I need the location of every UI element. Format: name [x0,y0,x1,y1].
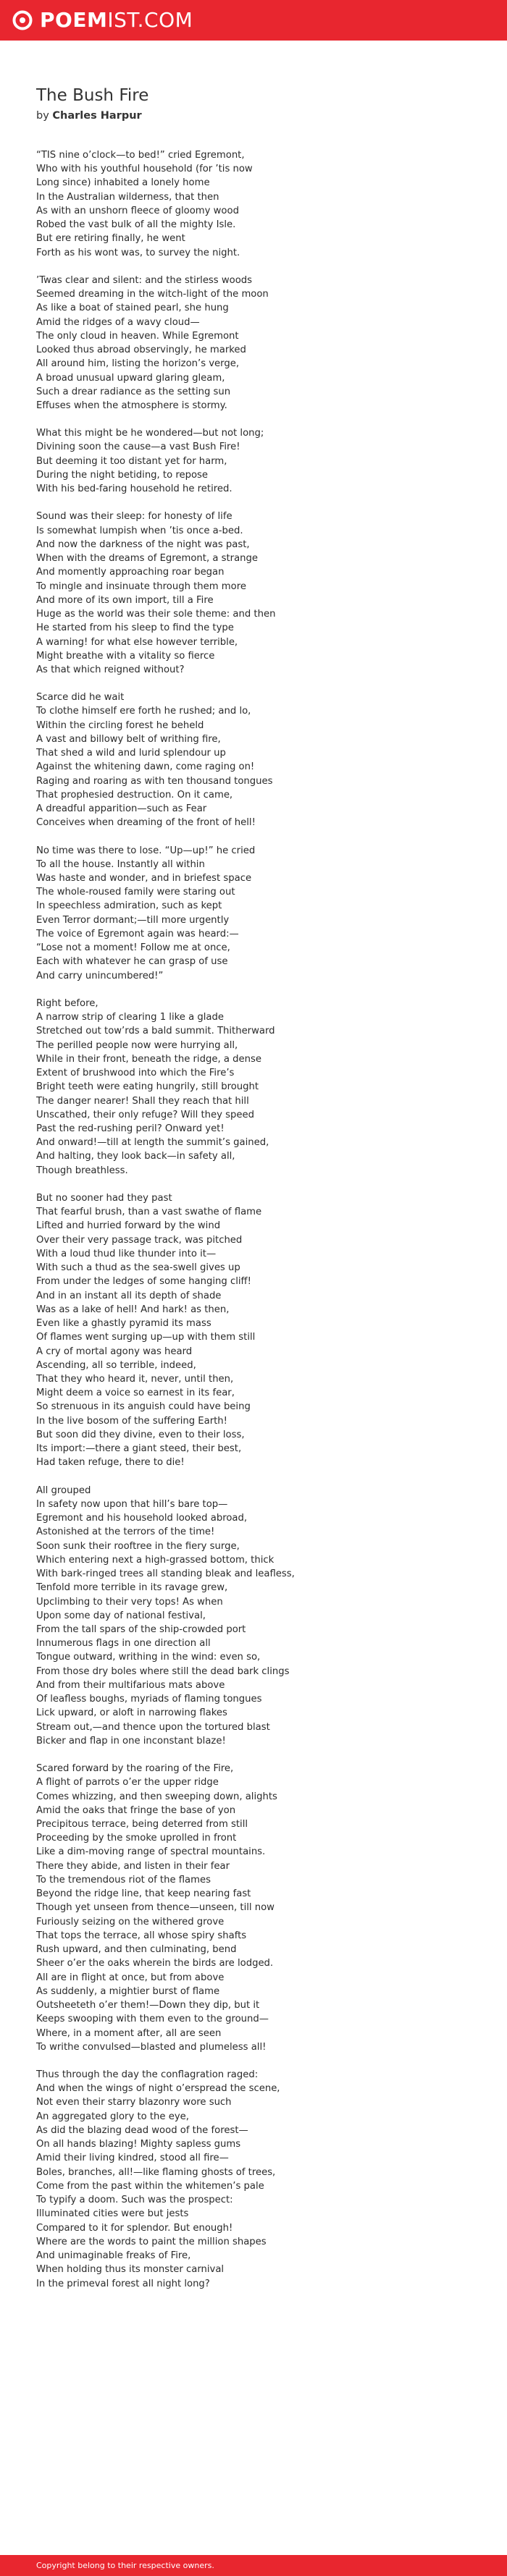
poem-line: An aggregated glory to the eye, [36,2111,189,2122]
poem-line: A cry of mortal agony was heard [36,1346,193,1357]
poem-line: Robed the vast bulk of all the mighty Isle. [36,219,236,231]
poem-line: The only cloud in heaven. While Egremont [36,330,239,342]
poem-line: That fearful brush, than a vast swathe of flame [36,1207,262,1218]
poem-line: Egremont and his household looked abroad, [36,1513,248,1524]
poem-line: With his bed-faring household he retired. [36,483,232,495]
poem-line: He started from his sleep to find the type [36,622,234,634]
poem-line: Lick upward, or aloft in narrowing flakes [36,1707,227,1719]
poem-line: Tongue outward, writhing in the wind: even so, [36,1652,261,1663]
poem-line: Might breathe with a vitality so fierce [36,650,215,662]
poem-line: Past the red-rushing peril? Onward yet! [36,1123,225,1134]
poem-line: Might deem a voice so earnest in its fear, [36,1388,235,1399]
poem-line: Which entering next a high-grassed bottom, thick [36,1554,275,1566]
poem-line: With such a thud as the sea-swell gives up [36,1262,240,1274]
poem-line: Stream out,—and thence upon the tortured blast [36,1721,270,1733]
poem-line: To mingle and insinuate through them more [36,580,246,592]
poem-line: Proceeding by the smoke uprolled in front [36,1833,237,1844]
poem-line: In speechless admiration, such as kept [36,900,222,912]
poem-line: Within the circling forest he beheld [36,719,204,731]
poem-line: A narrow strip of clearing 1 like a glade [36,1012,224,1023]
poem-line: While in their front, beneath the ridge, a dense [36,1053,261,1065]
poem-line: Sheer o’er the oaks wherein the birds are lodged. [36,1958,274,1969]
poem-line: Boles, branches, all!—like flaming ghosts of trees, [36,2166,276,2178]
poem-stanza [36,1762,485,2054]
author-link[interactable]: Charles Harpur [52,110,142,122]
poem-line: What this might be he wondered—but not long; [36,428,264,439]
poem-line: And now the darkness of the night was past, [36,539,250,550]
poem-line: The danger nearer! Shall they reach that hill [36,1095,249,1107]
poem-line: Was haste and wonder, and in briefest space [36,873,252,884]
poem-line: Tenfold more terrible in its ravage grew, [36,1582,228,1594]
poem-line: And from their multifarious mats above [36,1679,225,1691]
poem-line: As like a boat of stained pearl, she hung [36,303,229,314]
poem-line: With a loud thud like thunder into it— [36,1248,217,1259]
poem-line: And in an instant all its depth of shade [36,1290,222,1301]
poem-title: The Bush Fire [36,86,149,105]
poem-line: Of flames went surging up—up with them still [36,1332,256,1343]
poem-line: All are in flight at once, but from above [36,1972,225,1983]
site-logo-text [40,8,193,33]
poem-line: There they abide, and listen in their fear [36,1860,230,1872]
poem-line: Rush upward, and then culminating, bend [36,1944,237,1956]
poem-stanza [36,148,485,260]
poem-line: That shed a wild and lurid splendour up [36,748,226,759]
poem-line: A dreadful apparition—such as Fear [36,803,207,815]
poem-line: Unscathed, their only refuge? Will they speed [36,1109,254,1120]
poem-line: All grouped [36,1485,91,1496]
poem-line: But ere retiring finally, he went [36,233,185,245]
poem-line: Scarce did he wait [36,692,125,704]
top-bar [0,0,507,41]
poem-line: Its import:—there a giant steed, their best, [36,1443,242,1455]
poem-line: Seemed dreaming in the witch-light of the moon [36,289,269,300]
poem-line: The perilled people now were hurrying all, [36,1039,238,1051]
poem-stanza [36,426,485,496]
poem-line: Sound was their sleep: for honesty of life [36,511,232,523]
poem-line: Lifted and hurried forward by the wind [36,1220,221,1232]
poem-line: Where are the words to paint the million shapes [36,2236,267,2247]
poem-stanza [36,844,485,983]
poem-stanza [36,510,485,677]
poem-line: Even Terror dormant;—till more urgently [36,914,230,926]
poem-content [36,85,485,2305]
poem-line: Not even their starry blazonry wore such [36,2097,232,2108]
poem-line: Soon sunk their rooftree in the fiery surge, [36,1540,240,1552]
poem-line: Long since) inhabited a lonely home [36,177,210,189]
poem-line: To the tremendous riot of the flames [36,1874,211,1885]
poem-line: Effuses when the atmosphere is stormy. [36,400,227,411]
poem-line: “Lose not a moment! Follow me at once, [36,942,230,954]
poem-line: Bicker and flap in one inconstant blaze! [36,1735,226,1747]
poem-line: That tops the terrace, all whose spiry shafts [36,1930,247,1941]
poem-line: Raging and roaring as with ten thousand tongues [36,775,273,787]
poem-line: From those dry boles where still the dead bark clings [36,1665,290,1677]
poem-line: Keeps swooping with them even to the ground— [36,2014,269,2025]
poem-line: Beyond the ridge line, that keep nearing fast [36,1888,251,1900]
byline-label: by [36,110,49,122]
poem-line: Amid the ridges of a wavy cloud— [36,316,200,328]
poem-line: But soon did they divine, even to their loss, [36,1429,245,1440]
poem-line: ’Twas clear and silent: and the stirless woods [36,274,253,286]
poem-line: Though yet unseen from thence—unseen, till now [36,1902,275,1914]
poem-line: A broad unusual upward glaring gleam, [36,372,225,384]
brand-bold: POEM [40,8,108,32]
poem-line: That they who heard it, never, until then, [36,1373,234,1385]
poem-line: Innumerous flags in one direction all [36,1638,211,1650]
poem-line: In the primeval forest all night long? [36,2278,210,2289]
poem-line: Conceives when dreaming of the front of hell! [36,817,256,829]
poem-line: As with an unshorn fleece of gloomy wood [36,205,239,216]
poem-line: To writhe convulsed—blasted and plumeless all! [36,2041,267,2053]
poem-line: And when the wings of night o’erspread the scene, [36,2083,280,2095]
poem-stanza [36,1484,485,1748]
poem-line: No time was there to lose. “Up—up!” he cried [36,845,256,856]
poem-line: When holding thus its monster carnival [36,2264,225,2276]
poem-line: A vast and billowy belt of writhing fire, [36,733,221,745]
poem-line: And momently approaching roar began [36,567,225,578]
poem-line: Over their very passage track, was pitched [36,1234,243,1246]
poem-line: Scared forward by the roaring of the Fire, [36,1763,234,1775]
poem-line: Upclimbing to their very tops! As when [36,1596,223,1608]
poem-line: Stretched out tow’rds a bald summit. Thitherward [36,1026,275,1037]
poem-line: And unimaginable freaks of Fire, [36,2250,191,2262]
poem-line: Was as a lake of hell! And hark! as then, [36,1304,230,1315]
poem-line: On all hands blazing! Mighty sapless gums [36,2139,241,2150]
poem-body [36,148,485,2291]
poem-line: Where, in a moment after, all are seen [36,2027,222,2039]
site-logo-link[interactable] [12,8,193,33]
copyright-text: Copyright belong to their respective owners. [36,2561,214,2570]
poem-line: And onward!—till at length the summit’s gained, [36,1137,269,1149]
poem-line: Amid their living kindred, stood all fire— [36,2153,229,2164]
poem-stanza [36,2068,485,2291]
poem-line: Precipitous terrace, being deterred from still [36,1819,248,1830]
poem-line: Come from the past within the whitemen’s pale [36,2180,264,2192]
poem-line: Bright teeth were eating hungrily, still brought [36,1081,259,1093]
poem-line: Amid the oaks that fringe the base of yon [36,1804,236,1816]
poem-line: But no sooner had they past [36,1192,172,1204]
brand-light: IST.COM [107,8,193,32]
byline [36,109,485,123]
poem-line: Against the whitening dawn, come raging on! [36,761,255,773]
poem-line: Like a dim-moving range of spectral mountains. [36,1846,266,1858]
ring-logo-icon [12,9,33,31]
poem-line: But deeming it too distant yet for harm, [36,455,227,467]
poem-line: During the night betiding, to repose [36,469,209,481]
poem-line: In safety now upon that hill’s bare top— [36,1498,228,1510]
poem-line: With bark-ringed trees all standing bleak and leafless, [36,1568,295,1580]
poem-line: And carry unincumbered!” [36,970,164,981]
poem-line: Had taken refuge, there to die! [36,1457,185,1469]
poem-stanza [36,997,485,1178]
poem-line: Looked thus abroad observingly, he marked [36,345,246,356]
poem-line: To typify a doom. Such was the prospect: [36,2195,233,2206]
poem-line: In the live bosom of the suffering Earth! [36,1415,227,1427]
poem-line: Comes whizzing, and then sweeping down, alights [36,1791,277,1802]
poem-line: From under the ledges of some hanging cliff! [36,1276,251,1288]
poem-line: Of leafless boughs, myriads of flaming tongues [36,1694,262,1705]
poem-line: When with the dreams of Egremont, a strange [36,553,259,565]
poem-line: Outsheeteth o’er them!—Down they dip, but it [36,2000,260,2011]
poem-line: To all the house. Instantly all within [36,858,205,870]
poem-line: Huge as the world was their sole theme: and then [36,609,276,620]
poem-line: The voice of Egremont again was heard:— [36,928,239,939]
poem-line: Forth as his wont was, to survey the night. [36,247,240,258]
poem-line: Such a drear radiance as the setting sun [36,386,231,397]
poem-line: As did the blazing dead wood of the forest— [36,2124,248,2136]
poem-line: A flight of parrots o’er the upper ridge [36,1777,219,1789]
poem-line: Extent of brushwood into which the Fire’s [36,1068,235,1079]
poem-line: Each with whatever he can grasp of use [36,956,228,968]
poem-line: As that which reigned without? [36,664,185,675]
poem-line: That prophesied destruction. On it came, [36,789,233,801]
poem-line: And halting, they look back—in safety all, [36,1151,235,1162]
poem-line: Furiously seizing on the withered grove [36,1916,225,1927]
poem-stanza [36,1191,485,1470]
poem-line: Compared to it for splendor. But enough! [36,2222,233,2234]
poem-line: Ascending, all so terrible, indeed, [36,1359,196,1371]
footer-bar [0,2555,507,2576]
poem-line: So strenuous in its anguish could have being [36,1401,251,1413]
poem-line: A warning! for what else however terrible, [36,636,238,648]
poem-line: Illuminated cities were but jests [36,2208,189,2220]
poem-line: As suddenly, a mightier burst of flame [36,1985,220,1997]
poem-line: Is somewhat lumpish when ’tis once a-bed. [36,525,243,536]
poem-line: To clothe himself ere forth he rushed; and lo, [36,706,251,717]
poem-line: Divining soon the cause—a vast Bush Fire! [36,442,240,453]
poem-line: Astonished at the terrors of the time! [36,1526,215,1538]
poem-line: Right before, [36,997,99,1009]
poem-line: All around him, listing the horizon’s verge, [36,358,240,370]
poem-line: The whole-roused family were staring out [36,887,235,898]
poem-line: Even like a ghastly pyramid its mass [36,1318,211,1330]
poem-line: Who with his youthful household (for ’tis now [36,164,253,175]
poem-line: Upon some day of national festival, [36,1610,206,1621]
poem-line: Though breathless. [36,1165,128,1176]
poem-line: From the tall spars of the ship-crowded port [36,1623,246,1635]
poem-line: And more of its own import, till a Fire [36,594,214,606]
poem-line: In the Australian wilderness, that then [36,191,219,203]
poem-line: “TIS nine o’clock—to bed!” cried Egremont, [36,150,245,161]
poem-line: Thus through the day the conflagration raged: [36,2069,259,2080]
poem-stanza [36,691,485,829]
poem-stanza [36,274,485,413]
